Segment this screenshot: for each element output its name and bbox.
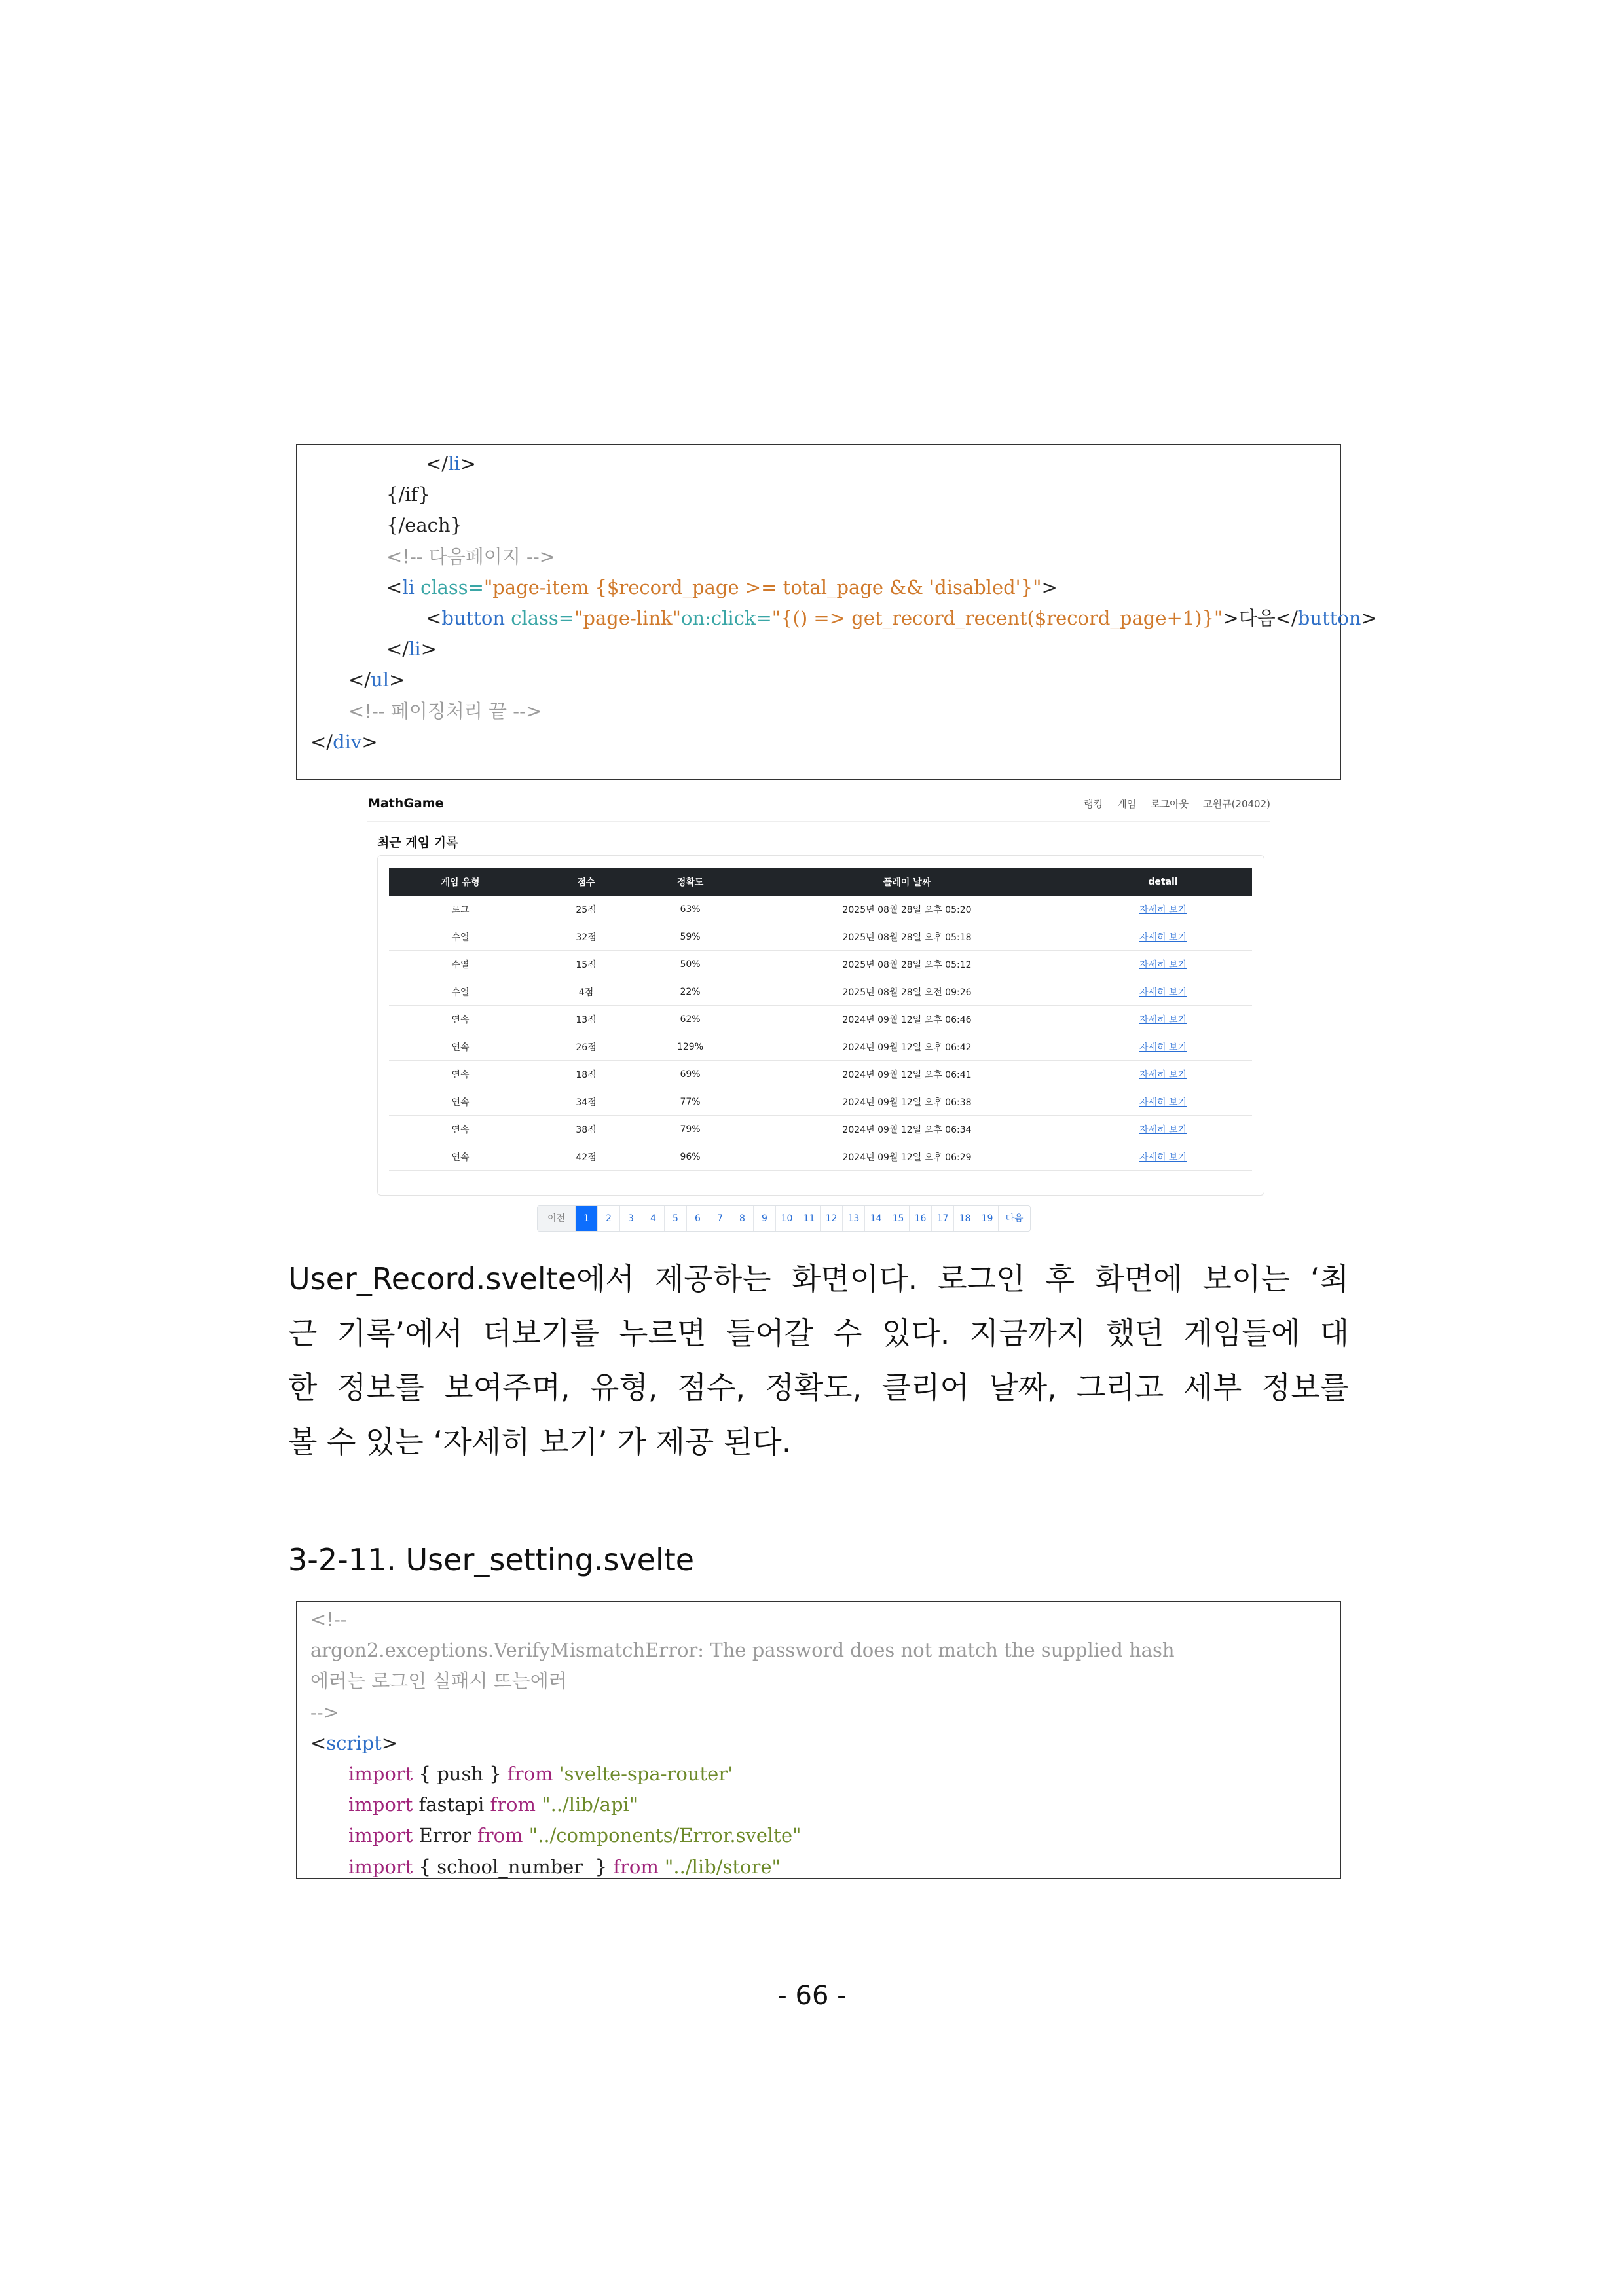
paragraph-line: 근 기록’에서 더보기를 누르면 들어갈 수 있다. 지금까지 했던 게임들에 대: [288, 1315, 1349, 1351]
table-cell: 2025년 08월 28일 오후 05:18: [740, 923, 1074, 951]
code-line: [348, 1826, 801, 1845]
code-token: on:click=: [680, 607, 772, 629]
table-cell: [1074, 896, 1252, 923]
nav-links: [1084, 797, 1270, 811]
table-row: [389, 1116, 1252, 1143]
code-token: script: [326, 1731, 382, 1754]
code-token: { school_number }: [413, 1855, 614, 1878]
table-cell: 수열: [389, 951, 532, 978]
code-token: >: [1361, 607, 1377, 629]
code-token: import: [348, 1855, 413, 1878]
table-cell: 18점: [532, 1061, 640, 1088]
code-line: [348, 1795, 638, 1814]
page-number-button[interactable]: 15: [887, 1206, 910, 1231]
column-header: 플레이 날짜: [740, 868, 1074, 896]
table-cell: 2025년 08월 28일 오전 09:26: [740, 978, 1074, 1006]
table-cell: 수열: [389, 923, 532, 951]
paragraph-line: 볼 수 있는 ‘자세히 보기’ 가 제공 된다.: [288, 1424, 792, 1460]
table-cell: [1074, 1088, 1252, 1116]
table-cell: 38점: [532, 1116, 640, 1143]
page-number-button[interactable]: 18: [954, 1206, 976, 1231]
nav-link[interactable]: 게임: [1117, 798, 1137, 810]
detail-link[interactable]: 자세히 보기: [1139, 987, 1187, 998]
table-row: [389, 1061, 1252, 1088]
page-number-button[interactable]: 14: [865, 1206, 887, 1231]
page-number-button[interactable]: 7: [709, 1206, 731, 1231]
table-cell: 77%: [640, 1088, 740, 1116]
code-token: from: [490, 1793, 536, 1816]
table-cell: 34점: [532, 1088, 640, 1116]
code-token: >다음</: [1223, 607, 1298, 629]
code-token: "page-link": [574, 607, 681, 629]
code-token: >: [1041, 576, 1058, 598]
table-cell: 69%: [640, 1061, 740, 1088]
code-line: [310, 730, 378, 753]
table-row: [389, 1033, 1252, 1061]
code-token: 에러는 로그인 실패시 뜨는에러: [310, 1670, 567, 1693]
table-cell: 2024년 09월 12일 오후 06:34: [740, 1116, 1074, 1143]
column-header: detail: [1074, 868, 1252, 896]
pagination: [537, 1205, 1031, 1232]
code-token: li: [448, 452, 460, 475]
code-token: div: [333, 730, 362, 753]
table-header-row: [389, 868, 1252, 896]
detail-link[interactable]: 자세히 보기: [1139, 1097, 1187, 1108]
table-cell: 2024년 09월 12일 오후 06:46: [740, 1006, 1074, 1033]
page-number-button[interactable]: 9: [754, 1206, 776, 1231]
code-line: [348, 1855, 781, 1878]
code-line: [426, 454, 476, 473]
code-token: </: [426, 452, 449, 475]
page-number-button[interactable]: 11: [798, 1206, 821, 1231]
code-token: >: [389, 669, 405, 691]
table-cell: 2024년 09월 12일 오후 06:29: [740, 1143, 1074, 1171]
code-line: [310, 1731, 398, 1754]
table-cell: 32점: [532, 923, 640, 951]
table-cell: 62%: [640, 1006, 740, 1033]
table-cell: 로그: [389, 896, 532, 923]
code-token: >: [361, 730, 378, 753]
code-token: {/each}: [386, 514, 463, 537]
table-cell: [1074, 978, 1252, 1006]
section-heading: 3-2-11. User_setting.svelte: [288, 1542, 695, 1577]
page-number-button[interactable]: 4: [642, 1206, 665, 1231]
code-token: >: [420, 638, 437, 661]
page-number-button[interactable]: 17: [932, 1206, 954, 1231]
table-cell: 2024년 09월 12일 오후 06:38: [740, 1088, 1074, 1116]
code-token: from: [477, 1824, 523, 1847]
table-row: [389, 896, 1252, 923]
code-token: li: [409, 638, 421, 661]
table-cell: 연속: [389, 1143, 532, 1171]
code-line: [310, 1641, 1175, 1660]
column-header: 정확도: [640, 868, 740, 896]
code-token: "{() => get_record_recent($record_page+1)}": [771, 607, 1223, 629]
table-cell: 50%: [640, 951, 740, 978]
page-number: - 66 -: [777, 1981, 847, 2011]
table-cell: 129%: [640, 1033, 740, 1061]
code-token: <!--: [310, 1608, 347, 1630]
code-token: "../lib/store": [658, 1855, 781, 1878]
column-header: 점수: [532, 868, 640, 896]
page-number-button[interactable]: 16: [910, 1206, 932, 1231]
code-block-user-setting: [296, 1601, 1341, 1879]
code-token: <: [426, 607, 442, 629]
code-token: Error: [413, 1824, 477, 1847]
code-line: [426, 609, 1377, 628]
table-cell: 2025년 08월 28일 오후 05:20: [740, 896, 1074, 923]
table-cell: 26점: [532, 1033, 640, 1061]
code-token: >: [460, 452, 476, 475]
page-number-button[interactable]: 13: [843, 1206, 865, 1231]
prev-page-button[interactable]: 이전: [538, 1206, 576, 1231]
detail-link[interactable]: 자세히 보기: [1139, 1152, 1187, 1163]
code-token: <: [386, 576, 403, 598]
code-token: "page-item {$record_page >= total_page && 'disabled'}": [483, 576, 1042, 598]
paragraph-line: User_Record.svelte에서 제공하는 화면이다. 로그인 후 화면에 보이는 ‘최: [288, 1261, 1349, 1296]
table-cell: [1074, 1033, 1252, 1061]
detail-link[interactable]: 자세히 보기: [1139, 932, 1187, 943]
code-token: </: [310, 730, 333, 753]
paragraph-line: 한 정보를 보여주며, 유형, 점수, 정확도, 클리어 날짜, 그리고 세부 정보를: [288, 1370, 1349, 1405]
code-line: [310, 1700, 339, 1723]
detail-link[interactable]: 자세히 보기: [1139, 1124, 1187, 1135]
table-row: [389, 1006, 1252, 1033]
code-token: import: [348, 1824, 413, 1847]
table-cell: 2025년 08월 28일 오후 05:12: [740, 951, 1074, 978]
table-cell: 4점: [532, 978, 640, 1006]
code-line: [386, 516, 462, 535]
table-cell: 연속: [389, 1006, 532, 1033]
brand-logo[interactable]: MathGame: [368, 796, 444, 811]
nav-link[interactable]: 로그아웃: [1151, 798, 1189, 810]
table-cell: [1074, 923, 1252, 951]
table-row: [389, 923, 1252, 951]
table-cell: 22%: [640, 978, 740, 1006]
code-token: "../lib/api": [536, 1793, 638, 1816]
code-token: import: [348, 1793, 413, 1816]
detail-link[interactable]: 자세히 보기: [1139, 1014, 1187, 1025]
code-token: </: [386, 638, 409, 661]
code-token: "../components/Error.svelte": [523, 1824, 802, 1847]
code-token: button: [1297, 607, 1361, 629]
code-token: <!-- 다음페이지 -->: [386, 545, 555, 568]
page-number-button[interactable]: 5: [665, 1206, 687, 1231]
table-cell: [1074, 1116, 1252, 1143]
table-row: [389, 1143, 1252, 1171]
code-token: import: [348, 1763, 413, 1785]
table-cell: 25점: [532, 896, 640, 923]
table-cell: 연속: [389, 1033, 532, 1061]
recent-records-heading: 최근 게임 기록: [377, 835, 458, 850]
table-cell: 13점: [532, 1006, 640, 1033]
table-cell: 연속: [389, 1061, 532, 1088]
navbar: [367, 786, 1270, 822]
code-token: { push }: [413, 1763, 507, 1785]
code-token: li: [402, 576, 415, 598]
code-token: button: [441, 607, 505, 629]
nav-link[interactable]: 고원규(20402): [1203, 798, 1270, 810]
code-token: class=: [505, 607, 575, 629]
table-cell: 63%: [640, 896, 740, 923]
page-number-button[interactable]: 12: [821, 1206, 843, 1231]
code-token: </: [348, 669, 371, 691]
table-cell: 연속: [389, 1116, 532, 1143]
page-number-button[interactable]: 19: [976, 1206, 999, 1231]
table-row: [389, 1088, 1252, 1116]
table-cell: 42점: [532, 1143, 640, 1171]
detail-link[interactable]: 자세히 보기: [1139, 1042, 1187, 1053]
page-number-button[interactable]: 10: [776, 1206, 798, 1231]
table-row: [389, 978, 1252, 1006]
code-line: [386, 640, 437, 659]
code-line: [386, 578, 1058, 597]
page-number-button[interactable]: 6: [687, 1206, 709, 1231]
code-token: <!-- 페이징처리 끝 -->: [348, 699, 542, 722]
code-line: [386, 485, 430, 504]
records-table: [389, 868, 1252, 1171]
detail-link[interactable]: 자세히 보기: [1139, 959, 1187, 970]
code-line: [348, 670, 405, 689]
nav-link[interactable]: 랭킹: [1084, 798, 1103, 810]
detail-link[interactable]: 자세히 보기: [1139, 1069, 1187, 1080]
code-line: [348, 1765, 733, 1784]
table-cell: 수열: [389, 978, 532, 1006]
table-cell: 59%: [640, 923, 740, 951]
code-line: [310, 1672, 567, 1691]
table-cell: 2024년 09월 12일 오후 06:42: [740, 1033, 1074, 1061]
table-cell: 2024년 09월 12일 오후 06:41: [740, 1061, 1074, 1088]
code-line: [386, 547, 555, 566]
page-number-button[interactable]: 8: [731, 1206, 754, 1231]
code-token: {/if}: [386, 483, 430, 506]
app-screenshot: [367, 786, 1270, 1238]
code-token: -->: [310, 1700, 339, 1723]
code-line: [348, 699, 542, 722]
table-cell: [1074, 951, 1252, 978]
code-token: argon2.exceptions.VerifyMismatchError: The password does not match the supplied hash: [310, 1639, 1175, 1662]
code-token: >: [381, 1731, 398, 1754]
code-token: ul: [371, 669, 390, 691]
page-number-button[interactable]: 3: [620, 1206, 642, 1231]
page-number-button[interactable]: 1: [576, 1206, 598, 1231]
code-token: class=: [414, 576, 484, 598]
code-token: <: [310, 1731, 327, 1754]
table-cell: 15점: [532, 951, 640, 978]
page-number-button[interactable]: 2: [598, 1206, 620, 1231]
code-line: [310, 1610, 347, 1629]
table-cell: 96%: [640, 1143, 740, 1171]
code-block-user-record: [296, 444, 1377, 780]
code-token: from: [613, 1855, 659, 1878]
table-cell: 연속: [389, 1088, 532, 1116]
table-cell: [1074, 1143, 1252, 1171]
table-cell: [1074, 1061, 1252, 1088]
next-page-button[interactable]: 다음: [1005, 1213, 1024, 1224]
code-token: fastapi: [413, 1793, 490, 1816]
table-cell: [1074, 1006, 1252, 1033]
column-header: 게임 유형: [389, 868, 532, 896]
code-token: from: [507, 1763, 553, 1785]
table-cell: 79%: [640, 1116, 740, 1143]
code-token: 'svelte-spa-router': [553, 1763, 733, 1785]
table-row: [389, 951, 1252, 978]
detail-link[interactable]: 자세히 보기: [1139, 904, 1187, 915]
